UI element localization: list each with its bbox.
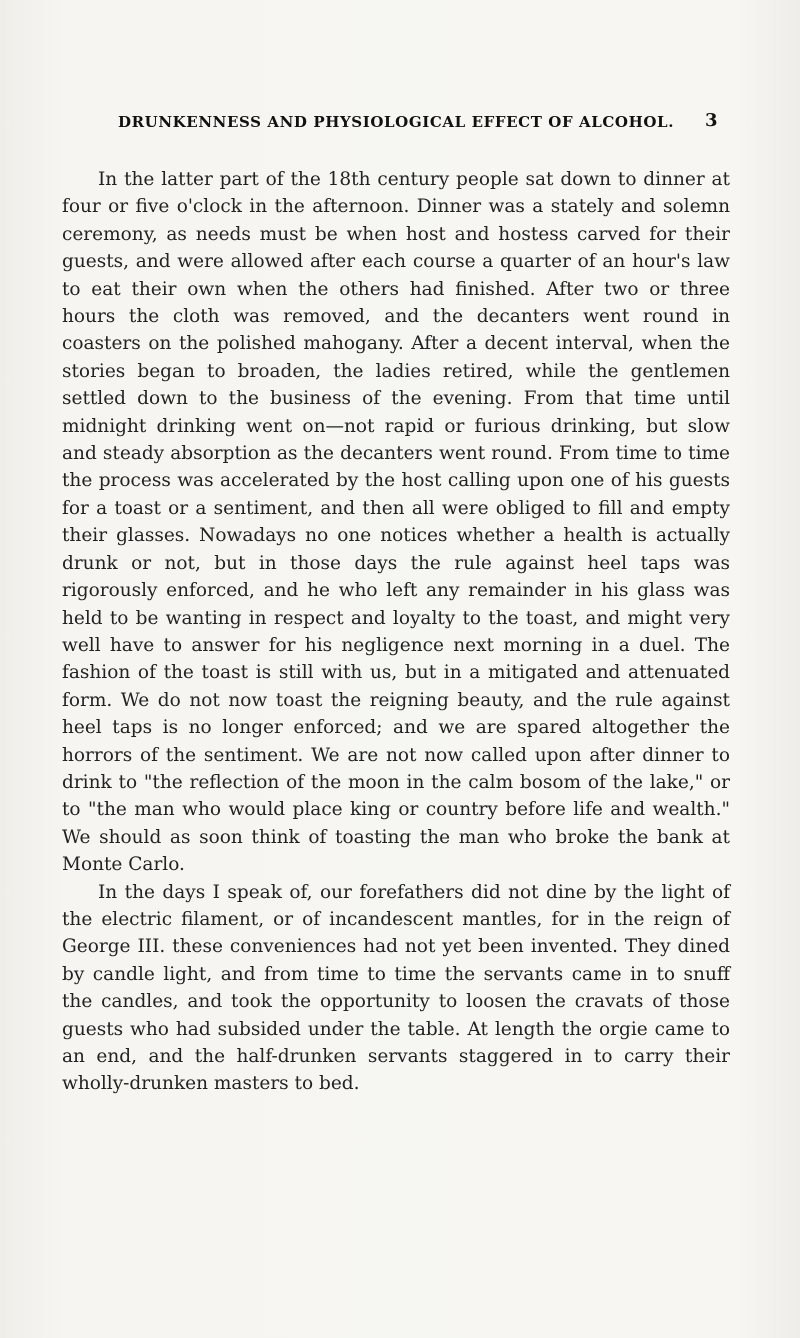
page-number: 3 (705, 110, 718, 131)
paragraph-dinner-customs: In the latter part of the 18th century people sat down to dinner at four or five o'clock in the afternoon. Dinner was a stately and solemn ceremony, as needs must be when host and hostess carved for their guests, and were allowed after each course a quarter of an hour's law to eat their own when the others had finished. After two or three hours the cloth was removed, and the decanters went round in coasters on the polished mahogany. After a decent interval, when the stories began to broaden, the ladies retired, while the gentlemen settled down to the business of the evening. From that time until midnight drinking went on—not rapid or furious drinking, but slow and steady absorption as the decanters went round. From time to time the process was accelerated by the host calling upon one of his guests for a toast or a sentiment, and then all were obliged to fill and empty their glasses. Nowadays no one notices whether a health is actually drunk or not, but in those days the rule against heel taps was rigorously enforced, and he who left any remainder in his glass was held to be wanting in respect and loyalty to the toast, and might very well have to answer for his negligence next morning in a duel. The fashion of the toast is still with us, but in a mitigated and attenuated form. We do not now toast the reigning beauty, and the rule against heel taps is no longer enforced; and we are spared altogether the horrors of the sentiment. We are not now called upon after dinner to drink to "the reflection of the moon in the calm bosom of the lake," or to "the man who would place king or country before life and wealth." We should as soon think of toasting the man who broke the bank at Monte Carlo. (62, 169, 730, 876)
running-head-title: DRUNKENNESS AND PHYSIOLOGICAL EFFECT OF ALCOHOL. (118, 113, 675, 131)
body-text (62, 166, 730, 1098)
paragraph-candle-light: In the days I speak of, our forefathers did not dine by the light of the electric filament, or of incandescent mantles, for in the reign of George III. these conveniences had not yet been invented. They dined by candle light, and from time to time the servants came in to snuff the candles, and took the opportunity to loosen the cravats of those guests who had subsided under the table. At length the orgie came to an end, and the half-drunken servants staggered in to carry their wholly-drunken masters to bed. (62, 881, 730, 1095)
